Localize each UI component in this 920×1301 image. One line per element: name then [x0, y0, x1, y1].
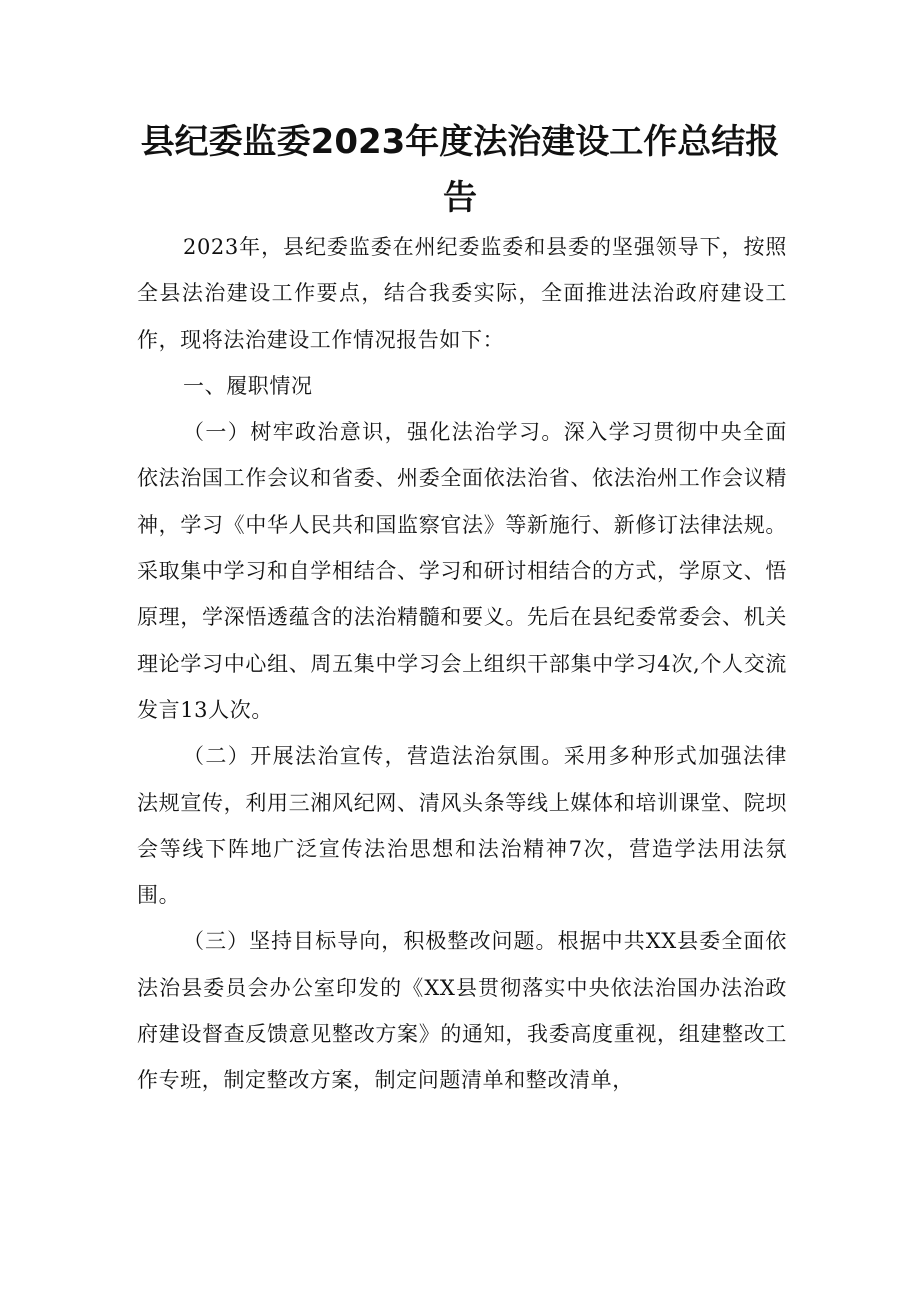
item-heading-3: （三）坚持目标导向，积极整改问题。 [183, 929, 558, 954]
item-paragraph-1 [137, 409, 787, 733]
item-heading-2: （二）开展法治宣传，营造法治氛围。 [183, 744, 564, 769]
document-title-line2: 告 [443, 178, 477, 218]
item-heading-1: （一）树牢政治意识，强化法治学习。 [183, 420, 564, 445]
item-body-3: 根据中共XX县委全面依法治县委员会办公室印发的《XX县贯彻落实中央依法治国办法治政府建设督查反馈意见整改方案》的通知，我委高度重视，组建整改工作专班，制定整改方案，制定问题清单和整改清单， [137, 929, 788, 1093]
item-body-2: 采用多种形式加强法律法规宣传，利用三湘风纪网、清风头条等线上媒体和培训课堂、院坝会等线下阵地广泛宣传法治思想和法治精神7次，营造学法用法氛围。 [137, 744, 787, 908]
item-paragraph-2 [137, 733, 787, 918]
document-title-line1: 县纪委监委2023年度法治建设工作总结报 [140, 122, 780, 162]
intro-paragraph: 2023年，县纪委监委在州纪委监委和县委的坚强领导下，按照全县法治建设工作要点，结合我委实际，全面推进法治政府建设工作，现将法治建设工作情况报告如下： [137, 235, 787, 352]
section-heading-1: 一、履职情况 [183, 373, 313, 398]
item-body-1: 深入学习贯彻中央全面依法治国工作会议和省委、州委全面依法治省、依法治州工作会议精神，学习《中华人民共和国监察官法》等新施行、新修订法律法规。采取集中学习和自学相结合、学习和研讨相结合的方式，学原文、悟原理，学深悟透蕴含的法治精髓和要义。先后在县纪委常委会、机关理论学习中心组、周五集中学习会上组织干部集中学习4次,个人交流发言13人次。 [137, 420, 787, 722]
document-body [137, 224, 787, 1104]
item-paragraph-3 [137, 918, 787, 1103]
